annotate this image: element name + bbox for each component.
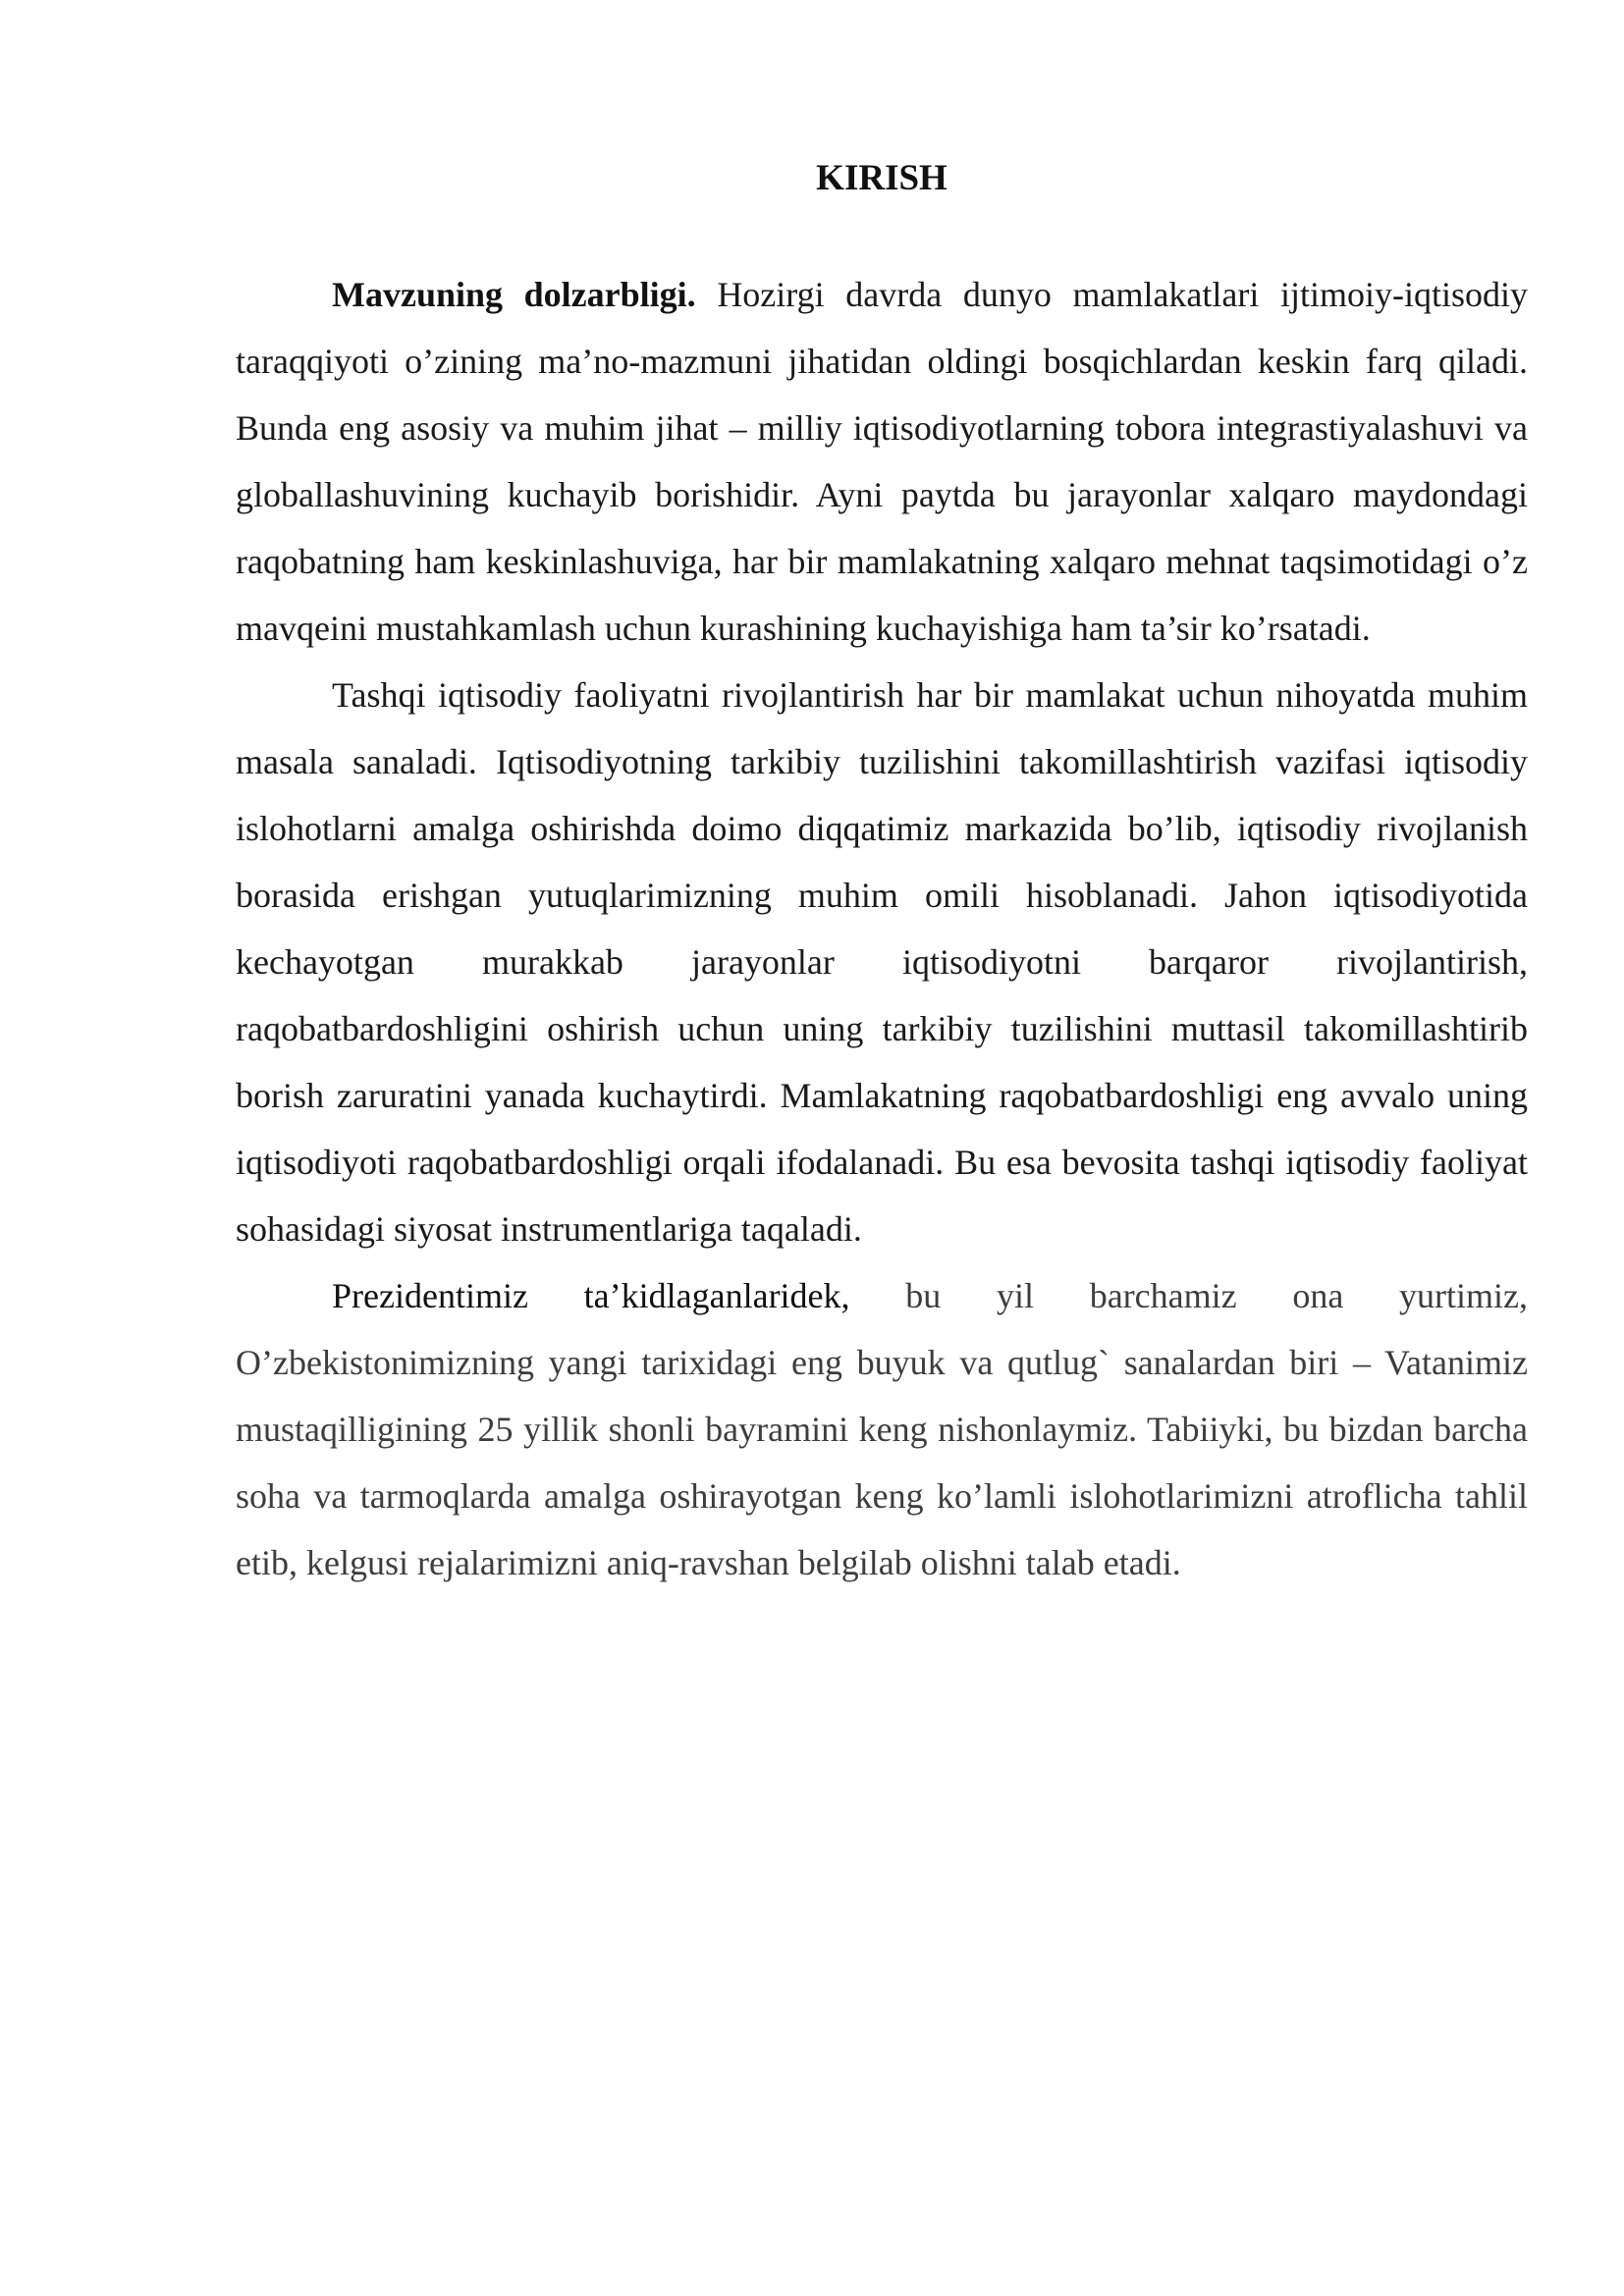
paragraph-lead-relevance: Mavzuning dolzarbligi. bbox=[332, 275, 696, 314]
page-title: KIRISH bbox=[816, 158, 947, 198]
paragraph-foreign-economic bbox=[236, 662, 1528, 1262]
paragraph-text: bu yil barchamiz ona yurtimiz, O’zbekistonimizning yangi tarixidagi eng buyuk va qutlug` sanalardan biri – Vatanimiz mustaqilligining 25 yillik shonli bayramini keng nishonlaymiz. Tabiiyki, bu bizdan barcha soha va tarmoqlarda amalga oshirayotgan keng ko’lamli islohotlarimizni atroflicha tahlil etib, kelgusi rejalarimizni aniq-ravshan belgilab olishni talab etadi. bbox=[236, 1276, 1528, 1582]
paragraph-text: Tashqi iqtisodiy faoliyatni rivojlantirish har bir mamlakat uchun nihoyatda muhim masala sanaladi. Iqtisodiyotning tarkibiy tuzilishini takomillashtirish vazifasi iqtisodiy islohotlarni amalga oshirishda doimo diqqatimiz markazida bo’lib, iqtisodiy rivojlanish borasida erishgan yutuqlarimizning muhim omili hisoblanadi. Jahon iqtisodiyotida kechayotgan murakkab jarayonlar iqtisodiyotni barqaror rivojlantirish, raqobatbardoshligini oshirish uchun uning tarkibiy tuzilishini muttasil takomillashtirib borish zaruratini yanada kuchaytirdi. Mamlakatning raqobatbardoshligi eng avvalo uning iqtisodiyoti raqobatbardoshligi orqali ifodalanadi. Bu esa bevosita tashqi iqtisodiy faoliyat sohasidagi siyosat instrumentlariga taqaladi. bbox=[236, 675, 1528, 1249]
paragraph-relevance bbox=[236, 261, 1528, 662]
document-body bbox=[236, 157, 1528, 1596]
paragraph-lead-president: Prezidentimiz ta’kidlaganlaridek, bbox=[332, 1276, 850, 1315]
paragraph-text: Hozirgi davrda dunyo mamlakatlari ijtimoiy-iqtisodiy taraqqiyoti o’zining ma’no-mazmuni jihatidan oldingi bosqichlardan keskin farq qiladi. Bunda eng asosiy va muhim jihat – milliy iqtisodiyotlarning tobora integrastiyalashuvi va globallashuvining kuchayib borishidir. Ayni paytda bu jarayonlar xalqaro maydondagi raqobatning ham keskinlashuviga, har bir mamlakatning xalqaro mehnat taqsimotidagi o’z mavqeini mustahkamlash uchun kurashining kuchayishiga ham ta’sir ko’rsatadi. bbox=[236, 275, 1529, 648]
paragraph-president-quote bbox=[236, 1262, 1528, 1596]
